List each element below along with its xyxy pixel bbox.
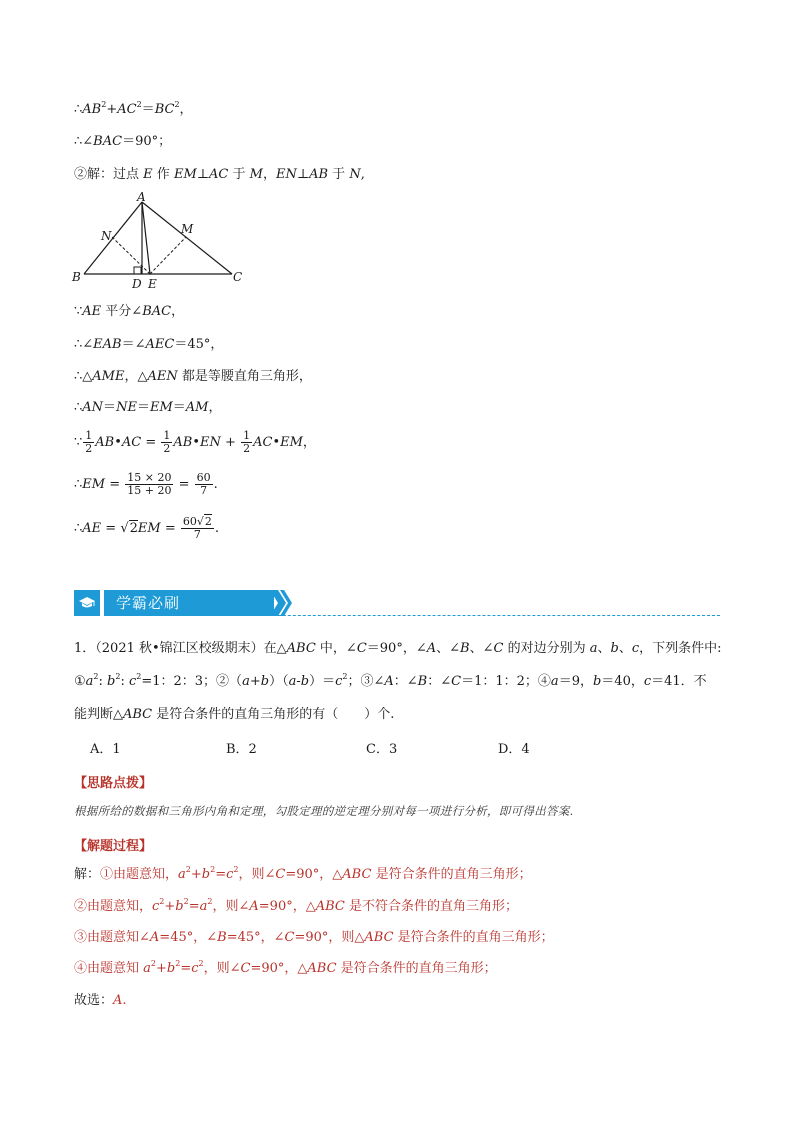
option-a[interactable]: A．1: [90, 742, 121, 757]
solution-heading: 【解题过程】: [74, 839, 153, 854]
solution-line-1: 解：①由题意知，$a^2+b^2=c^2$，则∠C=90°，△ABC 是符合条件的直角三角形；: [74, 865, 532, 882]
solution-line-4: ④由题意知 $a^2+b^2=c^2$，则∠C=90°，△ABC 是符合条件的直角三角形；: [74, 959, 497, 976]
proof-line-4: ∵AE 平分∠BAC，: [74, 304, 185, 319]
label-b: B: [72, 270, 81, 284]
option-c[interactable]: C．3: [366, 742, 398, 757]
proof-line-2: ∴∠BAC＝90°；: [74, 134, 172, 149]
label-m: M: [181, 222, 194, 236]
section-divider: [208, 615, 720, 616]
solution-line-3: ③由题意知∠A=45°，∠B=45°，∠C=90°，则△ABC 是符合条件的直角三角形；: [74, 930, 554, 945]
label-n: N: [101, 229, 112, 243]
proof-line-3: ②解：过点 E 作 EM⊥AC 于 M，EN⊥AB 于 N,: [74, 167, 365, 182]
proof-line-10: ∴AE = √2EM = $\frac{60√2}{7}$ .: [74, 515, 220, 541]
banner-title: 学霸必刷: [104, 590, 274, 616]
question-line-2: $①a^2$: $b^2$: $c^2=1$：2：3；$②(a+b)(a-b)=c^2$；③∠A：∠B：∠C＝1：1：2；④a＝9，b＝40，c＝41．不: [74, 672, 707, 689]
label-a: A: [137, 190, 146, 204]
proof-line-5: ∴∠EAB＝∠AEC＝45°，: [74, 337, 224, 352]
graduation-cap-icon: [74, 590, 100, 616]
label-e: E: [148, 277, 157, 291]
solution-line-5: 故选：A.: [74, 993, 127, 1008]
solution-line-2: ②由题意知，$c^2+b^2=a^2$，则∠A=90°，△ABC 是不符合条件的直角三角形；: [74, 897, 518, 914]
proof-line-9: ∴EM = $\frac{15 \times 20}{15 + 20}$ = $\frac{60}{7}$ .: [74, 471, 218, 497]
label-d: D: [132, 277, 142, 291]
segment-en: [112, 237, 150, 274]
label-c: C: [233, 270, 243, 284]
question-line-3: 能判断△ABC 是符合条件的直角三角形的有（ ）个.: [74, 707, 395, 722]
proof-line-8: ∵ $\frac{1}{2}$ AB•AC = $\frac{1}{2}$ AB•EN + $\frac{1}{2}$ AC•EM，: [74, 429, 316, 455]
proof-line-1: $\therefore AB^2+AC^2=BC^2$，: [74, 100, 193, 117]
option-d[interactable]: D．4: [498, 742, 530, 757]
proof-line-7: ∴AN＝NE＝EM＝AM，: [74, 400, 222, 415]
right-angle-mark: [134, 267, 141, 274]
chevron-right-icon: [270, 590, 292, 616]
side-ac: [142, 202, 232, 274]
triangle-figure: [66, 190, 256, 292]
segment-em: [150, 237, 186, 274]
option-b[interactable]: B．2: [226, 742, 257, 757]
bisector-ae: [142, 202, 150, 274]
hint-heading: 【思路点拨】: [74, 776, 153, 791]
proof-line-6: ∴△AME，△AEN 都是等腰直角三角形，: [74, 369, 312, 384]
question-line-1: 1．（2021 秋•锦江区校级期末）在△ABC 中，∠C＝90°，∠A、∠B、∠C 的对边分别为 a、b、c，下列条件中:: [74, 641, 722, 656]
hint-text: 根据所给的数据和三角形内角和定理，勾股定理的逆定理分别对每一项进行分析，即可得出答案.: [74, 804, 574, 818]
